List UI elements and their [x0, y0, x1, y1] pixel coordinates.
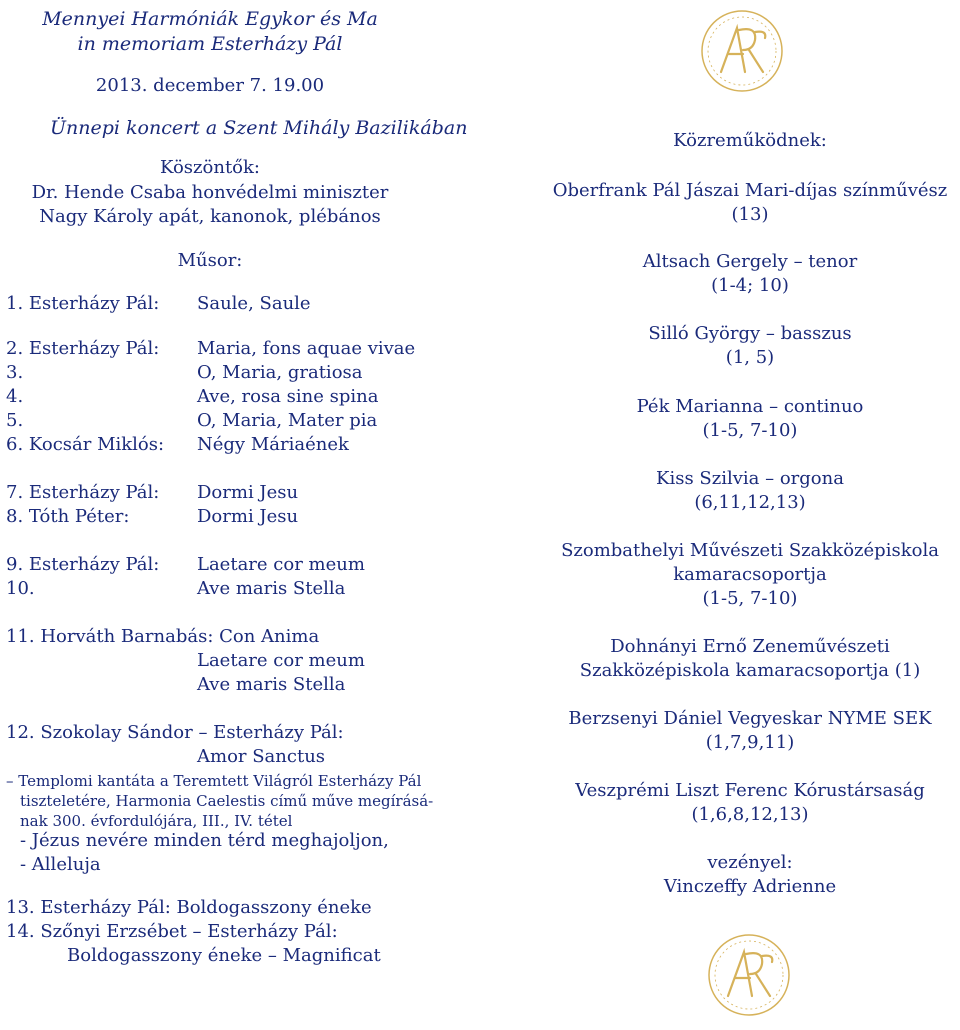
ensemble-2-name: Szakközépiskola kamaracsoportja — [579, 660, 889, 681]
greeter-1: Dr. Hende Csaba honvédelmi miniszter — [31, 182, 389, 203]
ensemble-2-ref: (1) — [894, 660, 921, 681]
program-label: Műsor: — [177, 250, 243, 271]
choir-1-ref: (1,7,9,11) — [705, 732, 795, 753]
performer-item — [540, 323, 960, 344]
program-item-12-title: Amor Sanctus — [197, 746, 326, 767]
program-item-title: Maria, fons aquae vivae — [197, 338, 416, 359]
ensemble-2-line-1: Dohnányi Ernő Zeneművészeti — [610, 636, 890, 657]
ensemble-2-line-2 — [540, 660, 960, 681]
concert-title: Ünnepi koncert a Szent Mihály Bazilikában — [50, 117, 468, 139]
performer-item — [540, 396, 960, 417]
program-item-11-title-3: Ave maris Stella — [197, 674, 346, 695]
program-item-14-composers: 14. Szőnyi Erzsébet – Esterházy Pál: — [6, 921, 338, 942]
performer-item — [540, 251, 960, 272]
program-item-num: 4. — [6, 386, 24, 407]
program-item-num: 2. Esterházy Pál: — [6, 338, 160, 359]
choir-2-name: Veszprémi Liszt Ferenc Kórustársaság — [575, 780, 925, 801]
concert-date: 2013. december 7. 19.00 — [95, 75, 325, 96]
program-item-title: Dormi Jesu — [197, 506, 299, 527]
program-item-num: 1. Esterházy Pál: — [6, 293, 160, 314]
program-item-title: O, Maria, Mater pia — [197, 410, 378, 431]
program-item-title: Ave maris Stella — [197, 578, 346, 599]
program-item-title: Con Anima — [219, 626, 320, 647]
performer-role: – orgona — [765, 468, 844, 489]
program-item-num: 3. — [6, 362, 24, 383]
performer-name: Altsach Gergely — [642, 251, 788, 272]
title-line2: in memoriam Esterházy Pál — [77, 33, 343, 55]
program-item-12-note-2: tiszteletére, Harmonia Caelestis című műve megírásá- — [20, 792, 434, 810]
greeter-2-role: apát, kanonok, plébános — [158, 206, 381, 227]
monogram-logo-bottom — [706, 932, 792, 1018]
conductor-label: vezényel: — [707, 852, 793, 873]
program-item-title: Laetare cor meum — [197, 554, 365, 575]
monogram-logo-top — [699, 8, 785, 94]
program-item-num: 7. Esterházy Pál: — [6, 482, 160, 503]
program-item-title: Dormi Jesu — [197, 482, 299, 503]
greetings-label: Köszöntők: — [160, 157, 260, 178]
narrator-line: Oberfrank Pál Jászai Mari-díjas színművész — [552, 180, 948, 201]
performer-ref: (1, 5) — [725, 347, 775, 368]
performer-role: – tenor — [793, 251, 858, 272]
program-item-12-composers: 12. Szokolay Sándor – Esterházy Pál: — [6, 722, 344, 743]
program-item-title: Saule, Saule — [197, 293, 311, 314]
program-item-11-title-2: Laetare cor meum — [197, 650, 365, 671]
program-item-11 — [6, 626, 319, 647]
program-item-title: Ave, rosa sine spina — [197, 386, 379, 407]
program-item-13: 13. Esterházy Pál: Boldogasszony éneke — [6, 897, 372, 918]
performer-name: Pék Marianna — [636, 396, 764, 417]
program-item-num: 11. Horváth Barnabás: — [6, 626, 214, 647]
performer-ref: (6,11,12,13) — [694, 492, 806, 513]
greeter-2 — [0, 206, 420, 227]
program-item-12-movement-2: - Alleluja — [20, 854, 101, 875]
performer-ref: (1-5, 7-10) — [702, 420, 798, 441]
ensemble-1-line-1: Szombathelyi Művészeti Szakközépiskola — [561, 540, 939, 561]
narrator-ref: (13) — [731, 204, 769, 225]
program-item-12-note-3: nak 300. évfordulójára, III., IV. tétel — [20, 812, 293, 830]
program-item-num: 6. Kocsár Miklós: — [6, 434, 165, 455]
program-item-num: 9. Esterházy Pál: — [6, 554, 160, 575]
performer-ref: (1-4; 10) — [711, 275, 789, 296]
program-item-title: O, Maria, gratiosa — [197, 362, 363, 383]
program-item-title: Négy Máriaének — [197, 434, 349, 455]
conductor-name: Vinczeffy Adrienne — [663, 876, 837, 897]
program-item-num: 5. — [6, 410, 24, 431]
performer-role: – continuo — [769, 396, 864, 417]
performer-name: Kiss Szilvia — [656, 468, 760, 489]
choir-1-name: Berzsenyi Dániel Vegyeskar NYME SEK — [568, 708, 932, 729]
ensemble-1-line-2: kamaracsoportja — [673, 564, 827, 585]
performer-item — [540, 468, 960, 489]
performer-name: Silló György — [648, 323, 761, 344]
performer-role: – basszus — [765, 323, 852, 344]
greeter-2-name: Nagy Károly — [39, 206, 153, 227]
program-item-14-title: Boldogasszony éneke – Magnificat — [67, 945, 381, 966]
performers-label: Közreműködnek: — [673, 130, 827, 151]
program-item-num: 10. — [6, 578, 35, 599]
program-item-num: 8. Tóth Péter: — [6, 506, 130, 527]
choir-2-ref: (1,6,8,12,13) — [691, 804, 809, 825]
ensemble-1-ref: (1-5, 7-10) — [702, 588, 798, 609]
title-line1: Mennyei Harmóniák Egykor és Ma — [42, 8, 378, 30]
program-item-12-note-1: – Templomi kantáta a Teremtett Világról Esterházy Pál — [6, 772, 422, 790]
program-item-12-movement-1: - Jézus nevére minden térd meghajoljon, — [20, 830, 389, 851]
